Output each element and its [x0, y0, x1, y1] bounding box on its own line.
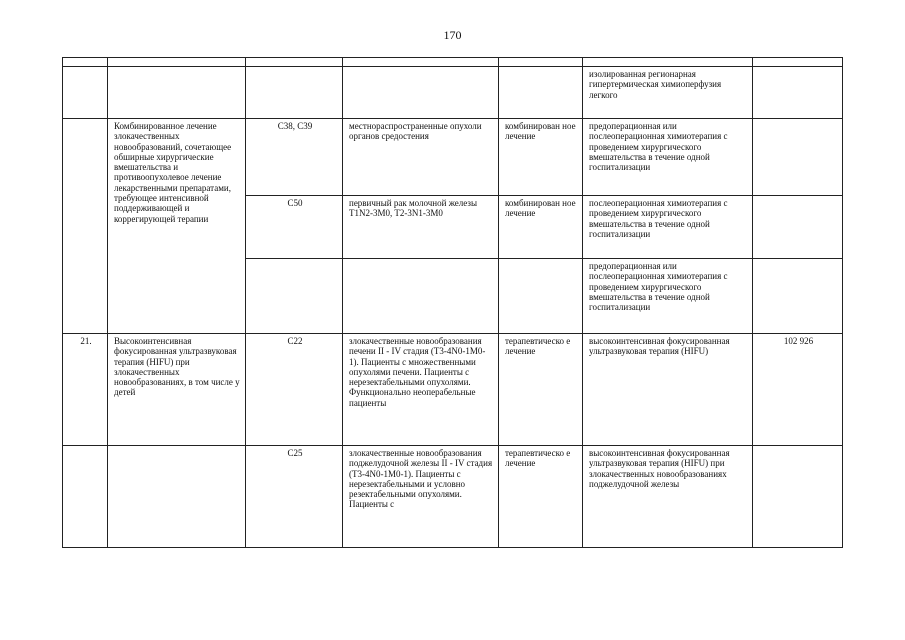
header-cell: [343, 58, 499, 67]
table-row: [63, 119, 843, 196]
row-number: [63, 119, 108, 334]
treatment-methods-table: [62, 57, 843, 548]
header-cell: [246, 58, 343, 67]
care-type-name: [108, 67, 246, 119]
treatment-method: изолированная регионарная гипертермическая химиоперфузия легкого: [583, 67, 753, 119]
header-cell: [499, 58, 583, 67]
cost: 102 926: [753, 334, 843, 446]
page-number: 170: [443, 28, 462, 42]
treatment-type: [499, 259, 583, 334]
icd-code: C22: [246, 334, 343, 446]
row-number: 21.: [63, 334, 108, 446]
table-header-row: [63, 58, 843, 67]
patient-model: местнораспространенные опухоли органов средостения: [343, 119, 499, 196]
patient-model: [343, 67, 499, 119]
patient-model: злокачественные новообразования печени II - IV стадия (T3-4N0-1M0-1). Пациенты с множественными опухолями печени. Пациенты с нерезектабельными опухолями. Функционально неоперабельные пациенты: [343, 334, 499, 446]
care-type-name: Высокоинтенсивная фокусированная ультразвуковая терапия (HIFU) при злокачественных новообразованиях, в том числе у детей: [108, 334, 246, 446]
header-cell: [63, 58, 108, 67]
header-cell: [753, 58, 843, 67]
cost: [753, 67, 843, 119]
patient-model: злокачественные новообразования поджелудочной железы II - IV стадия (T3-4N0-1M0-1). Пациенты с нерезектабельными и условно резектабельными опухолями. Пациенты с: [343, 446, 499, 548]
patient-model: [343, 259, 499, 334]
row-number: [63, 67, 108, 119]
icd-code: [246, 67, 343, 119]
table-row: [63, 446, 843, 548]
table-row: [63, 334, 843, 446]
row-number: [63, 446, 108, 548]
icd-code: [246, 259, 343, 334]
cost: [753, 196, 843, 259]
treatment-type: терапевтическо е лечение: [499, 446, 583, 548]
cost: [753, 259, 843, 334]
care-type-name: Комбинированное лечение злокачественных новообразований, сочетающее обширные хирургические вмешательства и противоопухолевое лечение лекарственными препаратами, требующее интенсивной поддерживающей и коррегирующей терапии: [108, 119, 246, 334]
treatment-method: высокоинтенсивная фокусированная ультразвуковая терапия (HIFU) при злокачественных новообразованиях поджелудочной железы: [583, 446, 753, 548]
treatment-type: [499, 67, 583, 119]
icd-code: C38, C39: [246, 119, 343, 196]
cost: [753, 446, 843, 548]
treatment-method: предоперационная или послеоперационная химиотерапия с проведением хирургического вмешательства в течение одной госпитализации: [583, 119, 753, 196]
treatment-method: предоперационная или послеоперационная химиотерапия с проведением хирургического вмешательства в течение одной госпитализации: [583, 259, 753, 334]
header-cell: [108, 58, 246, 67]
table-row: [63, 67, 843, 119]
icd-code: C25: [246, 446, 343, 548]
header-cell: [583, 58, 753, 67]
treatment-type: комбинирован ное лечение: [499, 196, 583, 259]
icd-code: C50: [246, 196, 343, 259]
care-type-name: [108, 446, 246, 548]
patient-model: первичный рак молочной железы T1N2-3M0, T2-3N1-3M0: [343, 196, 499, 259]
cost: [753, 119, 843, 196]
treatment-method: послеоперационная химиотерапия с проведением хирургического вмешательства в течение одной госпитализации: [583, 196, 753, 259]
treatment-type: комбинирован ное лечение: [499, 119, 583, 196]
treatment-method: высокоинтенсивная фокусированная ультразвуковая терапия (HIFU): [583, 334, 753, 446]
treatment-type: терапевтическо е лечение: [499, 334, 583, 446]
